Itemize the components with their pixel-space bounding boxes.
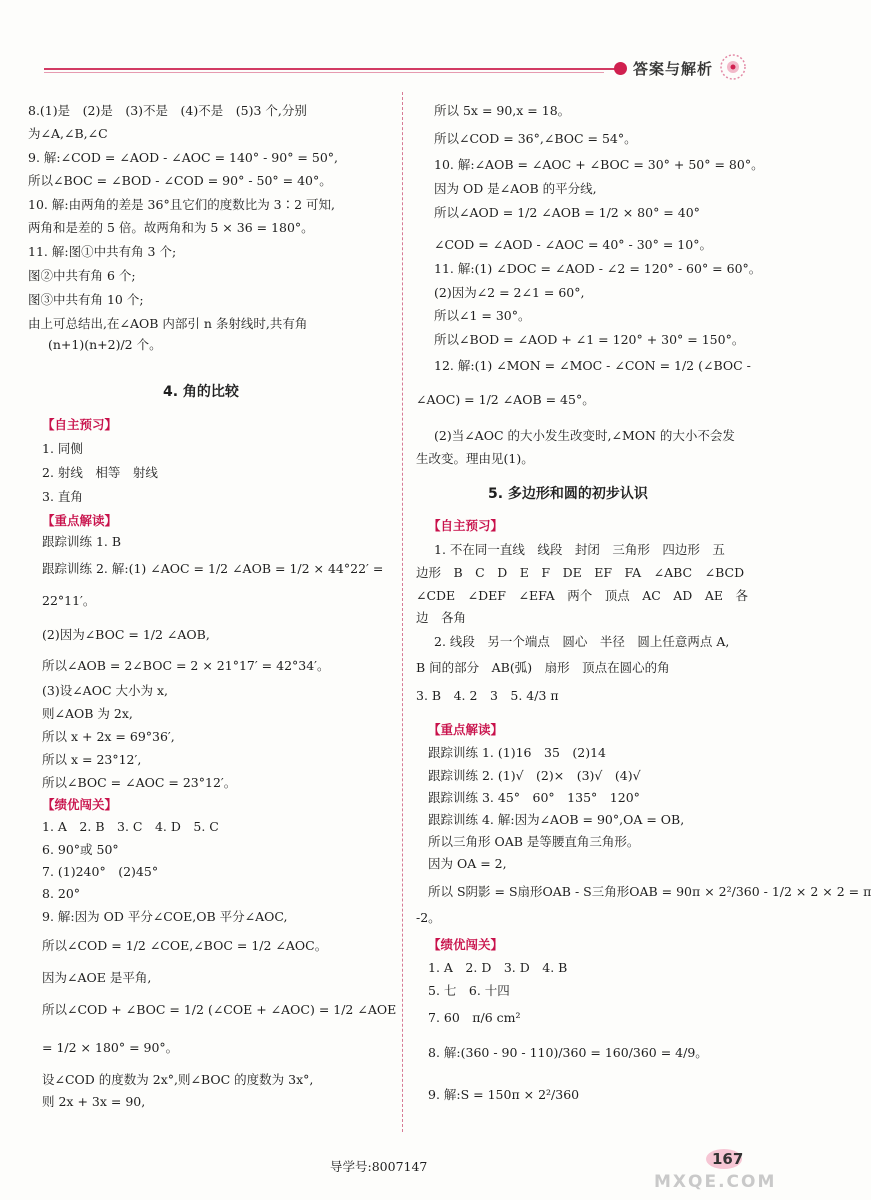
header-section-label: 答案与解析 (633, 60, 714, 78)
answer-line: 所以∠1 = 30°。 (434, 308, 531, 323)
answer-line: 设∠COD 的度数为 2x°,则∠BOC 的度数为 3x°, (42, 1072, 314, 1087)
answer-line: 所以∠AOD = 1/2 ∠AOB = 1/2 × 80° = 40° (434, 205, 700, 220)
answer-line: 所以 x + 2x = 69°36′, (42, 729, 175, 744)
answer-line: 9. 解:∠COD = ∠AOD - ∠AOC = 140° - 90° = 50°, (28, 150, 338, 165)
answer-line: 所以∠COD + ∠BOC = 1/2 (∠COE + ∠AOC) = 1/2 ∠AOE (42, 1002, 397, 1017)
answer-line: (3)设∠AOC 大小为 x, (42, 683, 168, 698)
answer-line: 1. A 2. D 3. D 4. B (428, 960, 568, 975)
answer-line: 所以 5x = 90,x = 18。 (434, 103, 571, 118)
answer-line: 所以∠COD = 36°,∠BOC = 54°。 (434, 131, 637, 146)
answer-line: 所以三角形 OAB 是等腰直角三角形。 (428, 834, 640, 849)
answer-line: 由上可总结出,在∠AOB 内部引 n 条射线时,共有角 (28, 316, 308, 331)
answer-line: (2)当∠AOC 的大小发生改变时,∠MON 的大小不会发 (434, 428, 735, 443)
answer-line: 11. 解:图①中共有角 3 个; (28, 244, 177, 259)
answer-line: 9. 解:S = 150π × 2²/360 (428, 1087, 580, 1102)
answer-line: 跟踪训练 2. 解:(1) ∠AOC = 1/2 ∠AOB = 1/2 × 44°22′ = (42, 561, 384, 576)
answer-line: 图③中共有角 10 个; (28, 292, 144, 307)
answer-line: 图②中共有角 6 个; (28, 268, 136, 283)
answer-line: 因为 OA = 2, (428, 856, 507, 871)
answer-line: 跟踪训练 1. (1)16 35 (2)14 (428, 745, 607, 760)
answer-line: 因为 OD 是∠AOB 的平分线, (434, 181, 597, 196)
answer-line: 跟踪训练 1. B (42, 534, 122, 549)
answer-line: 7. 60 π/6 cm² (428, 1010, 521, 1025)
answer-line: -2。 (416, 910, 441, 925)
answer-line: 3. 直角 (42, 489, 83, 504)
subsection-tag: 【重点解读】 (42, 513, 118, 528)
subsection-tag: 【自主预习】 (42, 417, 118, 432)
answer-line: 8. 解:(360 - 90 - 110)/360 = 160/360 = 4/9。 (428, 1045, 708, 1060)
answer-line: 9. 解:因为 OD 平分∠COE,OB 平分∠AOC, (42, 909, 288, 924)
answer-line: 8. 20° (42, 886, 81, 901)
answer-line: (2)因为∠2 = 2∠1 = 60°, (434, 285, 585, 300)
answer-line: 所以∠BOD = ∠AOD + ∠1 = 120° + 30° = 150°。 (434, 332, 745, 347)
page-number: 167 (712, 1150, 744, 1168)
answer-line: 所以∠BOC = ∠BOD - ∠COD = 90° - 50° = 40°。 (28, 173, 332, 188)
answer-line: 1. 不在同一直线 线段 封闭 三角形 四边形 五 (434, 542, 725, 557)
answer-line: 7. (1)240° (2)45° (42, 864, 159, 879)
section-title: 4. 角的比较 (163, 384, 239, 400)
answer-line: 所以∠COD = 1/2 ∠COE,∠BOC = 1/2 ∠AOC。 (42, 938, 328, 953)
section-title: 5. 多边形和圆的初步认识 (488, 486, 648, 502)
subsection-tag: 【重点解读】 (428, 722, 504, 737)
answer-line: 5. 七 6. 十四 (428, 983, 510, 998)
page-number-badge (704, 1148, 744, 1170)
answer-line: 跟踪训练 4. 解:因为∠AOB = 90°,OA = OB, (428, 812, 685, 827)
answer-line: ∠COD = ∠AOD - ∠AOC = 40° - 30° = 10°。 (434, 237, 712, 252)
answer-line: 边形 B C D E F DE EF FA ∠ABC ∠BCD (416, 565, 745, 580)
answer-line: 所以 S阴影 = S扇形OAB - S三角形OAB = 90π × 2²/360 - 1/2 × 2 × 2 = π (428, 884, 871, 899)
answer-line: 22°11′。 (42, 593, 96, 608)
watermark: MXQE.COM (654, 1172, 777, 1192)
answer-line: 3. B 4. 2 3 5. 4/3 π (416, 688, 559, 703)
answer-line: (n+1)(n+2)/2 个。 (48, 337, 162, 352)
answer-line: 2. 射线 相等 射线 (42, 465, 158, 480)
answer-line: 11. 解:(1) ∠DOC = ∠AOD - ∠2 = 120° - 60° = 60°。 (434, 261, 762, 276)
answer-line: 为∠A,∠B,∠C (28, 126, 108, 141)
answer-line: 跟踪训练 2. (1)√ (2)× (3)√ (4)√ (428, 768, 641, 783)
answer-line: = 1/2 × 180° = 90°。 (42, 1040, 179, 1055)
subsection-tag: 【绩优闯关】 (428, 937, 504, 952)
answer-line: B 间的部分 AB(弧) 扇形 顶点在圆心的角 (416, 660, 670, 675)
answer-line: 因为∠AOE 是平角, (42, 970, 152, 985)
answer-line: 生改变。理由见(1)。 (416, 451, 534, 466)
answer-line: 1. A 2. B 3. C 4. D 5. C (42, 819, 219, 834)
answer-line: 6. 90°或 50° (42, 842, 119, 857)
answer-line: 2. 线段 另一个端点 圆心 半径 圆上任意两点 A, (434, 634, 730, 649)
answer-line: 则 2x + 3x = 90, (42, 1094, 146, 1109)
answer-line: 所以∠BOC = ∠AOC = 23°12′。 (42, 775, 237, 790)
answer-line: ∠CDE ∠DEF ∠EFA 两个 顶点 AC AD AE 各 (416, 588, 748, 603)
answer-line: 两角和是差的 5 倍。故两角和为 5 × 36 = 180°。 (28, 220, 314, 235)
answer-line: 1. 同侧 (42, 441, 83, 456)
answer-line: 边 各角 (416, 610, 467, 625)
answer-line: 10. 解:由两角的差是 36°且它们的度数比为 3∶2 可知, (28, 197, 336, 212)
subsection-tag: 【自主预习】 (428, 518, 504, 533)
answer-line: 10. 解:∠AOB = ∠AOC + ∠BOC = 30° + 50° = 80°。 (434, 157, 764, 172)
answer-line: 跟踪训练 3. 45° 60° 135° 120° (428, 790, 640, 805)
answer-line: 则∠AOB 为 2x, (42, 706, 133, 721)
answer-line: (2)因为∠BOC = 1/2 ∠AOB, (42, 627, 210, 642)
answer-line: 所以 x = 23°12′, (42, 752, 142, 767)
answer-line: ∠AOC) = 1/2 ∠AOB = 45°。 (416, 392, 595, 407)
answer-line: 所以∠AOB = 2∠BOC = 2 × 21°17′ = 42°34′。 (42, 658, 330, 673)
column-divider (402, 92, 403, 1132)
subsection-tag: 【绩优闯关】 (42, 797, 118, 812)
right-column (412, 0, 871, 1200)
left-column (28, 0, 400, 1200)
answer-line: 12. 解:(1) ∠MON = ∠MOC - ∠CON = 1/2 (∠BOC - (434, 358, 751, 373)
guide-number: 导学号:8007147 (330, 1159, 428, 1174)
answer-line: 8.(1)是 (2)是 (3)不是 (4)不是 (5)3 个,分别 (28, 103, 307, 118)
